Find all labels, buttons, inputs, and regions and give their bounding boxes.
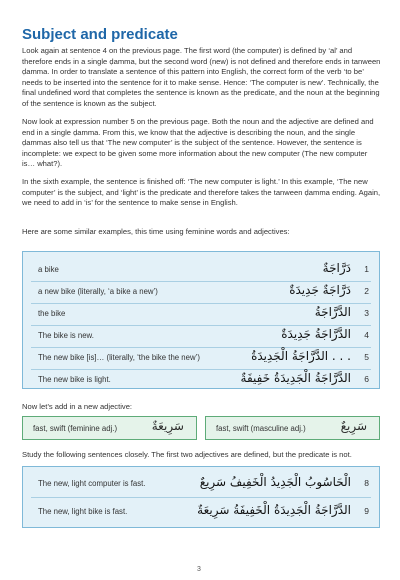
adjective-box-feminine [22,416,197,440]
paragraph-3: In the sixth example, the sentence is finished off: ‘The new computer is light.’ In this example, ‘The new computer’ is the subject, and ‘light’ is the predicate and therefore takes the tanween ḍamma ending. Again, we need to add in ‘is’ for the sentence to make sense in English. [22,177,381,208]
example-arabic: الدَّرَّاجَةُ جَدِيدَةٌ [281,327,351,341]
sentence-row [33,475,369,493]
paragraph-1: Look again at sentence 4 on the previous page. The first word (the computer) is defined by ‘al’ and therefore ends in a single ḍamma, but the second word (new) is not defined and therefore ends in tanween ḍamma. In order to translate a sentence of this pattern into English, the correct form of the verb ‘to be’ needs to be inserted into the sentence for it to make sense. Hence: ‘The computer is new’. Technically, the final undefined word that completes the sentence is known as the predicate, and the noun at the beginning of the sentence is known as the subject. [22,46,381,108]
sentence-number: 9 [364,506,369,516]
examples-box [22,251,380,389]
example-arabic: دَرَّاجَةٌ [322,261,351,275]
example-row [33,327,369,345]
example-english: The new bike [is]… (literally, ‘the bike the new’) [38,353,200,362]
sentence-arabic: الدَّرَّاجَةُ الْجَدِيدَةُ الْخَفِيفَةُ سَرِيعَةٌ [197,503,351,517]
divider [31,369,371,370]
sentence-row [33,503,369,521]
divider [31,347,371,348]
example-row [33,371,369,389]
sentence-english: The new, light computer is fast. [38,479,146,488]
sentence-number: 8 [364,478,369,488]
example-number: 1 [364,264,369,274]
adjective-arabic: سَرِيعٌ [340,419,367,433]
paragraph-2: Now look at expression number 5 on the previous page. Both the noun and the adjective are defined and end in a single ḍamma. From this, we know that the adjective is describing the noun, and the single ḍammas also tell us that ‘The new computer’ is the subject of the sentence. However, the sentence is incomplete: we expect to be given some more information about the new computer (The new computer is… what?). [22,117,374,169]
adjective-arabic: سَرِيعَةٌ [151,419,184,433]
paragraph-4: Here are some similar examples, this time using feminine words and adjectives: [22,227,290,236]
adjective-english: fast, swift (masculine adj.) [216,424,306,433]
divider [31,303,371,304]
adjective-intro: Now let’s add in a new adjective: [22,402,133,411]
example-english: a bike [38,265,59,274]
adjective-english: fast, swift (feminine adj.) [33,424,118,433]
example-number: 5 [364,352,369,362]
example-english: The new bike is light. [38,375,111,384]
example-english: the bike [38,309,66,318]
sentence-arabic: الْحَاسُوبُ الْجَدِيدُ الْخَفِيفُ سَرِيعٌ [199,475,351,489]
example-arabic: الدَّرَّاجَةُ [314,305,351,319]
sentences-box [22,466,380,528]
example-number: 2 [364,286,369,296]
example-arabic: دَرَّاجَةٌ جَدِيدَةٌ [289,283,351,297]
page-number: 3 [197,566,201,573]
example-arabic: الدَّرَّاجَةُ الْجَدِيدَةُ خَفِيفَةٌ [240,371,351,385]
example-english: a new bike (literally, ‘a bike a new’) [38,287,158,296]
page-title: Subject and predicate [22,26,178,43]
example-arabic: . . . الدَّرَّاجَةُ الْجَدِيدَةُ [251,349,351,363]
example-number: 3 [364,308,369,318]
example-row [33,305,369,323]
study-text: Study the following sentences closely. The first two adjectives are defined, but the predicate is not. [22,450,352,459]
adjective-box-masculine [205,416,380,440]
example-row [33,283,369,301]
divider [31,281,371,282]
example-number: 4 [364,330,369,340]
divider [31,497,371,498]
example-row [33,349,369,367]
example-row [33,261,369,279]
divider [31,325,371,326]
example-english: The bike is new. [38,331,94,340]
example-number: 6 [364,374,369,384]
sentence-english: The new, light bike is fast. [38,507,128,516]
